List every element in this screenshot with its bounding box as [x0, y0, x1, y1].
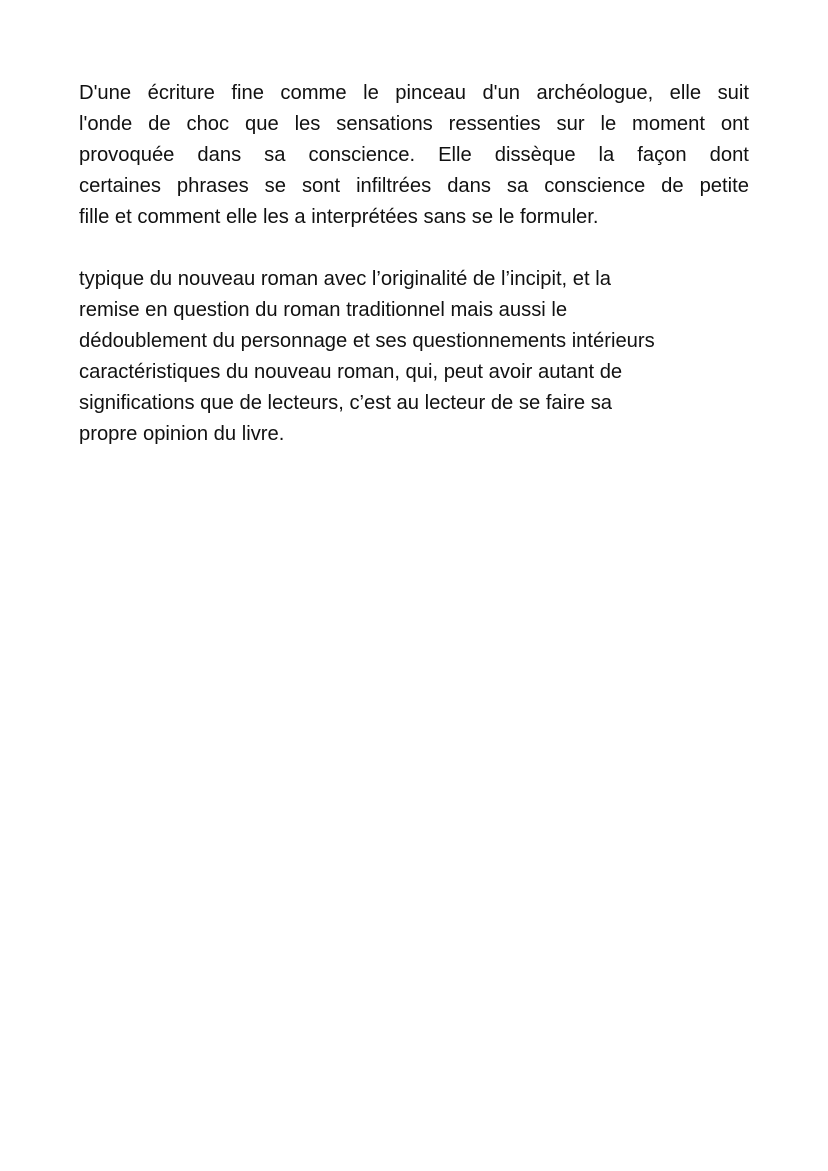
- paragraph-2-line-6: propre opinion du livre.: [79, 423, 285, 445]
- paragraph-1-line-2: l'onde de choc que les sensations ressenties sur le moment ont: [79, 113, 749, 135]
- paragraph-2-line-3: dédoublement du personnage et ses questionnements intérieurs: [79, 330, 655, 352]
- paragraph-2-line-1: typique du nouveau roman avec l’originalité de l’incipit, et la: [79, 268, 611, 290]
- paragraph-2-line-5: significations que de lecteurs, c’est au lecteur de se faire sa: [79, 392, 613, 414]
- paragraph-1-line-1: D'une écriture fine comme le pinceau d'un archéologue, elle suit: [79, 82, 749, 104]
- paragraph-1-line-3: provoquée dans sa conscience. Elle dissèque la façon dont: [79, 144, 749, 166]
- paragraph-2-line-4: caractéristiques du nouveau roman, qui, peut avoir autant de: [79, 361, 623, 383]
- paragraph-2-line-2: remise en question du roman traditionnel mais aussi le: [79, 299, 568, 321]
- paragraph-2: [79, 264, 749, 450]
- paragraph-1-line-4: certaines phrases se sont infiltrées dans sa conscience de petite: [79, 175, 749, 197]
- paragraph-1: [79, 78, 749, 233]
- paragraph-1-line-5: fille et comment elle les a interprétées sans se le formuler.: [79, 206, 599, 228]
